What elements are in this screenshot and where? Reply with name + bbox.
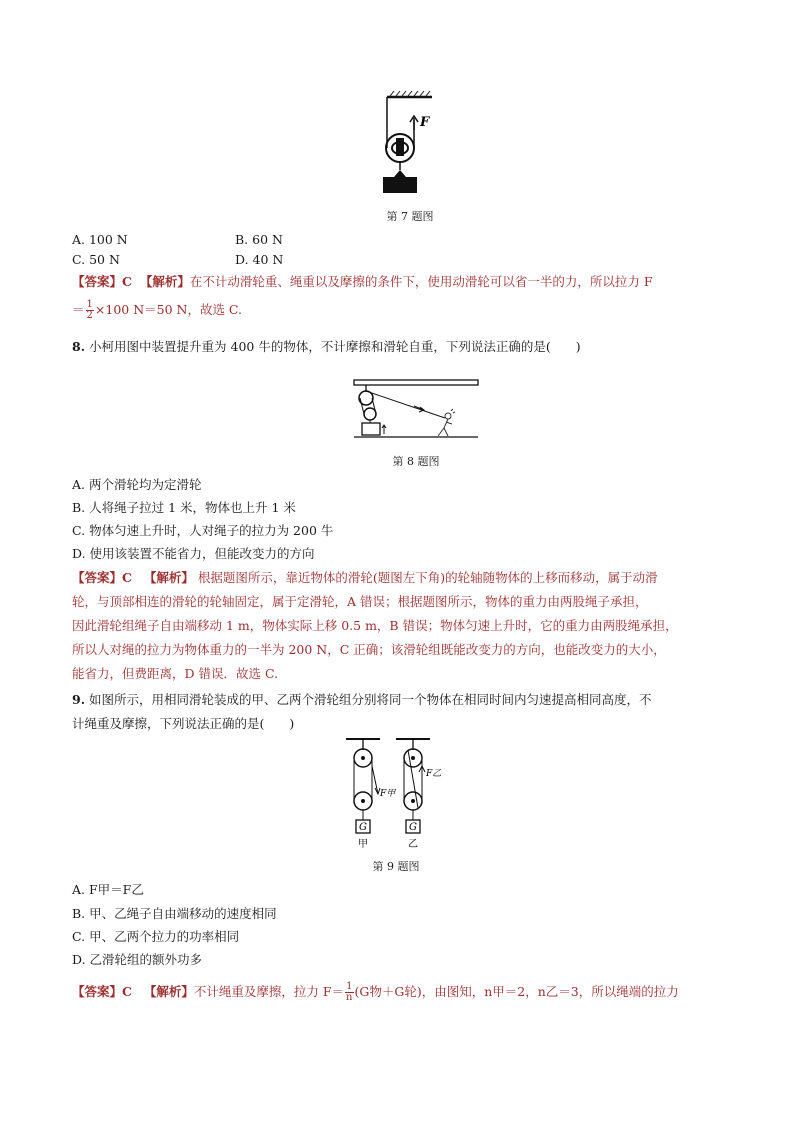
q9-analysis-tag: 【解析】 — [143, 984, 194, 999]
q8-stem — [72, 337, 581, 357]
q7-pulley-figure — [370, 90, 450, 205]
q9-answer-tag: 【答案】C — [72, 984, 132, 999]
q7-option-d: D. 40 N — [235, 252, 284, 267]
q8-analysis-line-3: 因此滑轮组绳子自由端移动 1 m，物体实际上移 0.5 m，B 错误；物体匀速上升时，它的重力由两股绳承担， — [72, 618, 678, 633]
q9-fraction: $\frac{1}{n}$ — [346, 981, 353, 1003]
q8-caption: 第 8 题图 — [392, 455, 440, 468]
q9-analysis-line-1: 【答案】C 【解析】不计绳重及摩擦，拉力 F＝ $\frac{1}{n}$ (G物＋G轮)，由图知，n甲＝2，n乙＝3，所以绳端的拉力 — [72, 981, 679, 1003]
q9-force-yi: F乙 — [426, 769, 442, 779]
q7-option-b: B. 60 N — [235, 232, 283, 247]
q7-eq-suffix: ×100 N＝50 N，故选 C. — [94, 302, 243, 317]
q9-option-b: B. 甲、乙绳子自由端移动的速度相同 — [72, 906, 277, 921]
q7-option-a: A. 100 N — [72, 232, 128, 247]
q8-option-b: B. 人将绳子拉过 1 米，物体也上升 1 米 — [72, 500, 296, 515]
q8-analysis-line-4: 所以人对绳的拉力为物体重力的一半为 200 N，C 正确；该滑轮组既能改变力的方向，也能改变力的大小， — [72, 642, 666, 657]
q8-option-a: A. 两个滑轮均为定滑轮 — [72, 477, 202, 492]
q7-option-c: C. 50 N — [72, 252, 120, 267]
q9-stem-line-2: 计绳重及摩擦，下列说法正确的是( ) — [72, 716, 295, 731]
q8-pulley-figure — [352, 378, 482, 448]
q7-force-label: F — [420, 115, 430, 130]
q9-option-a: A. F甲＝F乙 — [72, 882, 144, 897]
q9-option-c: C. 甲、乙两个拉力的功率相同 — [72, 929, 240, 944]
q7-caption: 第 7 题图 — [386, 210, 434, 223]
q7-analysis-line-2 — [72, 300, 242, 321]
q9-pulley-figure — [340, 736, 450, 854]
q8-option-c: C. 物体匀速上升时，人对绳子的拉力为 200 牛 — [72, 523, 334, 538]
q7-answer-tag: 【答案】C — [72, 274, 132, 289]
q7-analysis-tag: 【解析】 — [139, 274, 190, 289]
q9-caption: 第 9 题图 — [372, 860, 420, 873]
q8-option-d: D. 使用该装置不能省力，但能改变力的方向 — [72, 546, 315, 561]
q8-analysis-line-5: 能省力，但费距离，D 错误．故选 C. — [72, 666, 279, 681]
q8-analysis-tag: 【解析】 — [143, 570, 194, 585]
q9-label-jia: 甲 — [358, 839, 368, 850]
q7-eq-prefix: ＝ — [72, 302, 85, 317]
q9-weight-yi: G — [409, 822, 417, 833]
q7-fraction: $\frac{1}{2}$ — [86, 299, 93, 321]
q8-number: 8. — [72, 339, 86, 354]
q7-analysis-text: 在不计动滑轮重、绳重以及摩擦的条件下，使用动滑轮可以省一半的力，所以拉力 F — [189, 274, 653, 289]
q9-stem-line-1: 9. 如图所示，用相同滑轮装成的甲、乙两个滑轮组分别将同一个物体在相同时间内匀速提高相同高度，不 — [72, 692, 652, 707]
q9-weight-jia: G — [359, 822, 367, 833]
q8-stem-text: 小柯用图中装置提升重为 400 牛的物体，不计摩擦和滑轮自重，下列说法正确的是( ) — [89, 339, 581, 354]
q8-answer-tag: 【答案】C — [72, 570, 132, 585]
q9-number: 9. — [72, 692, 86, 707]
q7-analysis-line-1 — [72, 272, 653, 292]
q8-analysis-line-2: 轮，与顶部相连的滑轮的轮轴固定，属于定滑轮，A 错误；根据题图所示，物体的重力由两股绳子承担， — [72, 594, 648, 609]
q9-label-yi: 乙 — [408, 839, 418, 850]
q9-option-d: D. 乙滑轮组的额外功多 — [72, 952, 203, 967]
q9-force-jia: F甲 — [380, 789, 396, 799]
q8-analysis-line-1: 【答案】C 【解析】 根据题图所示，靠近物体的滑轮(题图左下角)的轮轴随物体的上移而移动，属于动滑 — [72, 570, 658, 585]
